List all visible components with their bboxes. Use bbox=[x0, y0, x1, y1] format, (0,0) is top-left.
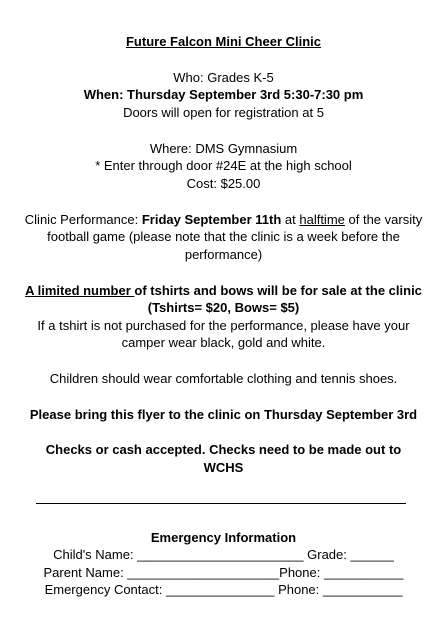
child-name-blank[interactable]: _______________________ bbox=[137, 547, 304, 562]
sale-line-1 bbox=[0, 282, 447, 299]
clothing-line: Children should wear comfortable clothing and tennis shoes. bbox=[49, 371, 398, 386]
emergency-heading: Emergency Information bbox=[150, 530, 297, 545]
flyer-title: Future Falcon Mini Cheer Clinic bbox=[125, 34, 322, 49]
sale-note-1: If a tshirt is not purchased for the performance, please have your bbox=[37, 318, 410, 333]
sale-prices: (Tshirts= $20, Bows= $5) bbox=[147, 300, 300, 315]
who-line: Who: Grades K-5 bbox=[173, 70, 274, 85]
performance-line-2: football game (please note that the clinic is a week before the bbox=[47, 229, 400, 244]
parent-name-blank[interactable]: _____________________ bbox=[127, 565, 280, 580]
grade-blank[interactable]: ______ bbox=[350, 547, 394, 562]
cost-line: Cost: $25.00 bbox=[186, 176, 261, 191]
parent-phone-label: Phone: bbox=[279, 565, 321, 580]
emergency-contact-blank[interactable]: _______________ bbox=[165, 582, 275, 597]
contact-phone-label: Phone: bbox=[278, 582, 320, 597]
contact-phone-blank[interactable]: ___________ bbox=[322, 582, 403, 597]
performance-suffix: of the varsity bbox=[344, 212, 423, 227]
grade-label: Grade: bbox=[307, 547, 347, 562]
contact-row bbox=[0, 581, 447, 598]
doors-line: Doors will open for registration at 5 bbox=[123, 105, 324, 120]
performance-line-1 bbox=[0, 211, 447, 228]
performance-halftime: halftime bbox=[299, 212, 345, 227]
performance-date: Friday September 11th bbox=[141, 212, 282, 227]
checks-line-2: WCHS bbox=[203, 460, 244, 475]
when-line: When: Thursday September 3rd 5:30-7:30 pm bbox=[83, 87, 364, 102]
performance-at: at bbox=[281, 212, 300, 227]
performance-line-3: performance) bbox=[184, 247, 263, 262]
parent-name-label: Parent Name: bbox=[43, 565, 124, 580]
performance-prefix: Clinic Performance: bbox=[24, 212, 142, 227]
enter-line: * Enter through door #24E at the high school bbox=[95, 158, 352, 173]
where-line: Where: DMS Gymnasium bbox=[149, 141, 298, 156]
divider-line bbox=[36, 503, 406, 504]
parent-row bbox=[0, 564, 447, 581]
limited-number: A limited number bbox=[25, 283, 135, 298]
sale-rest: of tshirts and bows will be for sale at the clinic bbox=[134, 283, 422, 298]
checks-line-1: Checks or cash accepted. Checks need to be made out to bbox=[45, 442, 402, 457]
flyer-reminder: Please bring this flyer to the clinic on Thursday September 3rd bbox=[29, 407, 418, 422]
parent-phone-blank[interactable]: ___________ bbox=[323, 565, 404, 580]
emergency-contact-label: Emergency Contact: bbox=[44, 582, 163, 597]
sale-note-2: camper wear black, gold and white. bbox=[121, 335, 326, 350]
child-row bbox=[0, 546, 447, 563]
child-name-label: Child's Name: bbox=[53, 547, 134, 562]
